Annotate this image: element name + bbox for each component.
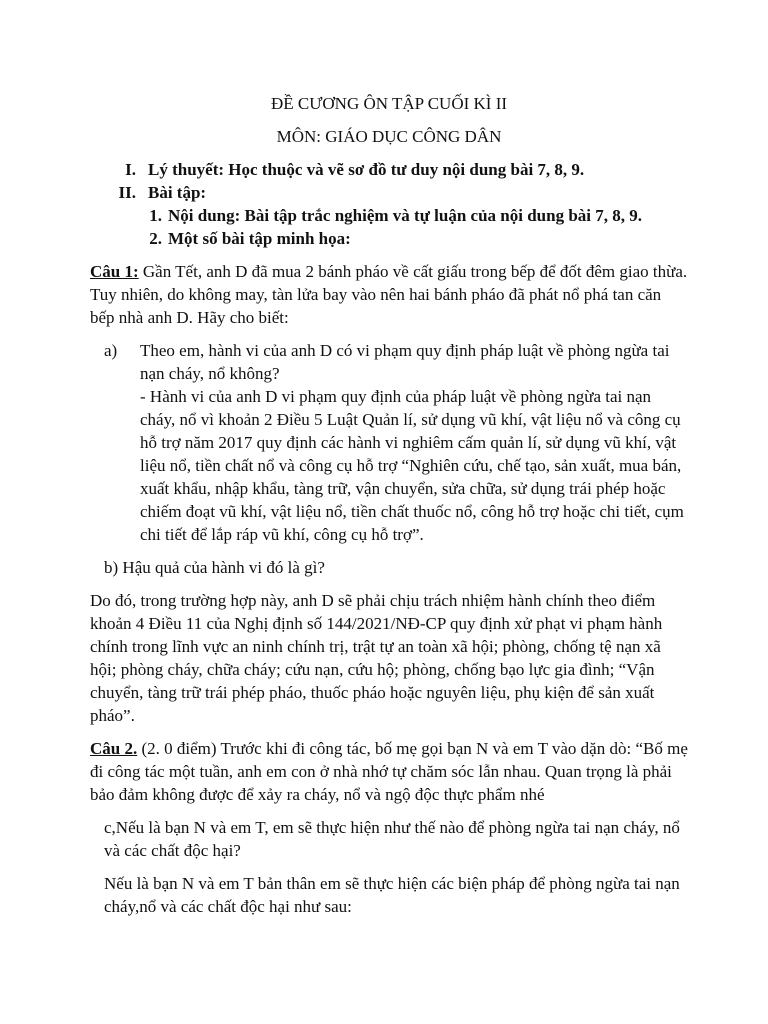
part-a-body [140,339,688,546]
outline-list [90,158,688,250]
question-1-text: Gần Tết, anh D đã mua 2 bánh pháo về cất giấu trong bếp để đốt đêm giao thừa. Tuy nhiên, do không may, tàn lửa bay vào nên hai bánh pháo đã phát nổ phá tan căn bếp nhà anh D. Hãy cho biết: [90,262,688,327]
part-b-question: b) Hậu quả của hành vi đó là gì? [104,558,325,577]
subject-title: MÔN: GIÁO DỤC CÔNG DÂN [276,127,502,146]
outline-number: 2. [149,229,162,248]
outline-subitem-examples [90,227,688,250]
outline-number: II. [118,183,136,202]
outline-text: Một số bài tập minh họa: [168,229,351,248]
part-b-answer: Do đó, trong trường hợp này, anh D sẽ phải chịu trách nhiệm hành chính theo điểm khoản 4 Điều 11 của Nghị định số 144/2021/NĐ-CP quy định xử phạt vi phạm hành chính trong lĩnh vực an ninh chính trị, trật tự an toàn xã hội; phòng, chống tệ nạn xã hội; phòng cháy, chữa cháy; cứu nạn, cứu hộ; phòng, chống bạo lực gia đình; “Vận chuyển, tàng trữ trái phép pháo, thuốc pháo hoặc nguyên liệu, phụ kiện để sản xuất pháo”. [90,591,663,725]
outline-item-theory [90,158,688,181]
outline-text: Nội dung: Bài tập trắc nghiệm và tự luận của nội dung bài 7, 8, 9. [168,206,643,225]
document-title: ĐỀ CƯƠNG ÔN TẬP CUỐI KÌ II [270,94,508,113]
question-2 [90,737,688,806]
outline-text: Lý thuyết: Học thuộc và vẽ sơ đồ tư duy nội dung bài 7, 8, 9. [148,160,585,179]
question-1 [90,260,688,329]
outline-text: Bài tập: [148,183,207,202]
outline-number: 1. [149,206,162,225]
question-1-part-a [90,339,688,546]
outline-subitem-content [90,204,688,227]
outline-number: I. [125,160,136,179]
part-a-marker: a) [104,341,118,360]
part-a-answer: - Hành vi của anh D vi phạm quy định của pháp luật về phòng ngừa tai nạn cháy, nổ vì khoản 2 Điều 5 Luật Quản lí, sử dụng vũ khí, vật liệu nổ và công cụ hỗ trợ năm 2017 quy định các hành vi nghiêm cấm quản lí, sử dụng vũ khí, vật liệu nổ, tiền chất nổ và công cụ hỗ trợ “Nghiên cứu, chế tạo, sản xuất, mua bán, xuất khẩu, nhập khẩu, tàng trữ, vận chuyển, sửa chữa, sử dụng trái phép hoặc chiếm đoạt vũ khí, vật liệu nổ, tiền chất thuốc nổ, công hỗ trợ hoặc chi tiết, cụm chi tiết để lắp ráp vũ khí, công cụ hỗ trợ”. [140,387,684,544]
part-a-question: Theo em, hành vi của anh D có vi phạm quy định pháp luật về phòng ngừa tai nạn cháy, nổ không? [140,341,670,383]
part-c-answer: Nếu là bạn N và em T bản thân em sẽ thực hiện các biện pháp để phòng ngừa tai nạn cháy,nổ và các chất độc hại như sau: [104,874,680,916]
question-2-text: (2. 0 điểm) Trước khi đi công tác, bố mẹ gọi bạn N và em T vào dặn dò: “Bố mẹ đi công tác một tuần, anh em con ở nhà nhớ tự chăm sóc lẫn nhau. Quan trọng là phải bảo đảm không được để xảy ra cháy, nổ và ngộ độc thực phẩm nhé [90,739,688,804]
question-1-label: Câu 1: [90,262,139,281]
outline-item-exercises [90,181,688,204]
part-c-question: c,Nếu là bạn N và em T, em sẽ thực hiện như thế nào để phòng ngừa tai nạn cháy, nổ và các chất độc hại? [104,818,680,860]
question-2-label: Câu 2. [90,739,138,758]
